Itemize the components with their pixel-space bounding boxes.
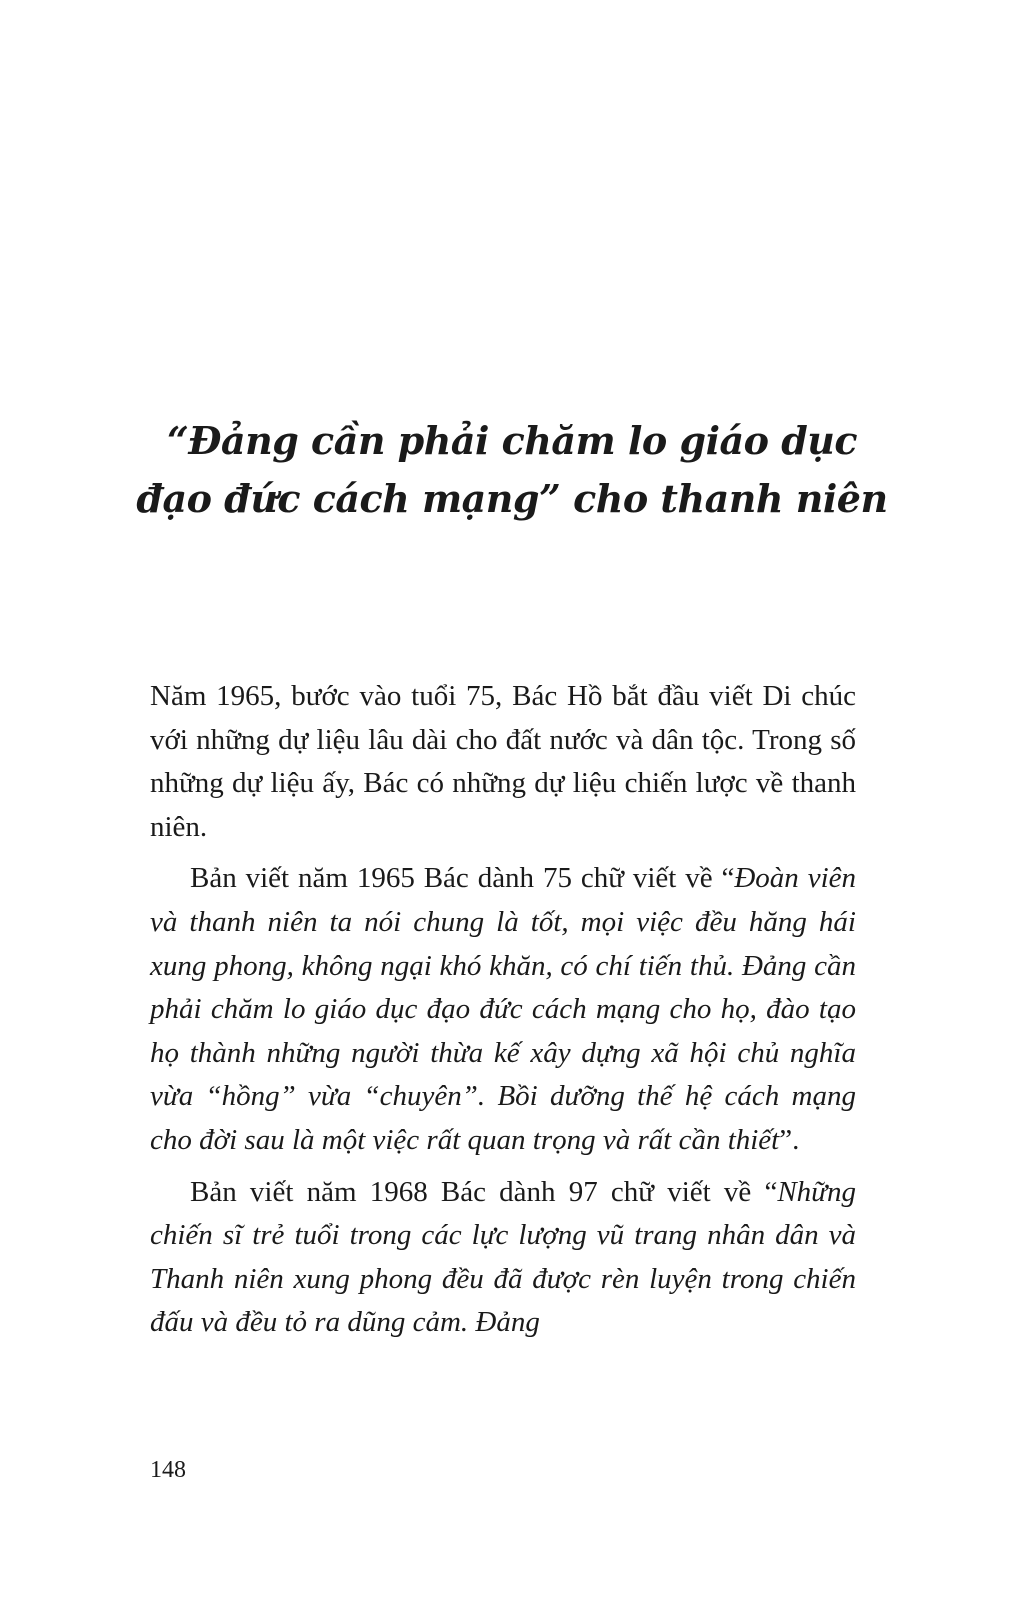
page-number: 148	[150, 1457, 186, 1483]
paragraph-2-intro: Bản viết năm 1965 Bác dành 75 chữ viết về “	[190, 862, 735, 895]
paragraph-3-quote: Những chiến sĩ trẻ tuổi trong các lực lượng vũ trang nhân dân và Thanh niên xung phong đều đã được rèn luyện trong chiến đấu và đều tỏ ra dũng cảm. Đảng	[150, 1175, 856, 1339]
paragraph-2	[150, 857, 856, 1162]
chapter-title-line-1: “Đảng cần phải chăm lo giáo dục	[166, 418, 858, 463]
chapter-title-line-2: đạo đức cách mạng” cho thanh niên	[136, 476, 888, 521]
paragraph-2-end: ”.	[779, 1123, 800, 1156]
paragraph-1: Năm 1965, bước vào tuổi 75, Bác Hồ bắt đầu viết Di chúc với những dự liệu lâu dài cho đất nước và dân tộc. Trong số những dự liệu ấy, Bác có những dự liệu chiến lược về thanh niên.	[150, 680, 856, 843]
chapter-title	[120, 412, 904, 528]
body-text	[150, 675, 856, 1353]
paragraph-3	[150, 1171, 856, 1345]
paragraph-2-quote: Đoàn viên và thanh niên ta nói chung là tốt, mọi việc đều hăng hái xung phong, không ngại khó khăn, có chí tiến thủ. Đảng cần phải chăm lo giáo dục đạo đức cách mạng cho họ, đào tạo họ thành những người thừa kế xây dựng xã hội chủ nghĩa vừa “hồng” vừa “chuyên”. Bồi dưỡng thế hệ cách mạng cho đời sau là một việc rất quan trọng và rất cần thiết	[150, 862, 856, 1156]
paragraph-3-intro: Bản viết năm 1968 Bác dành 97 chữ viết về “	[190, 1175, 778, 1208]
